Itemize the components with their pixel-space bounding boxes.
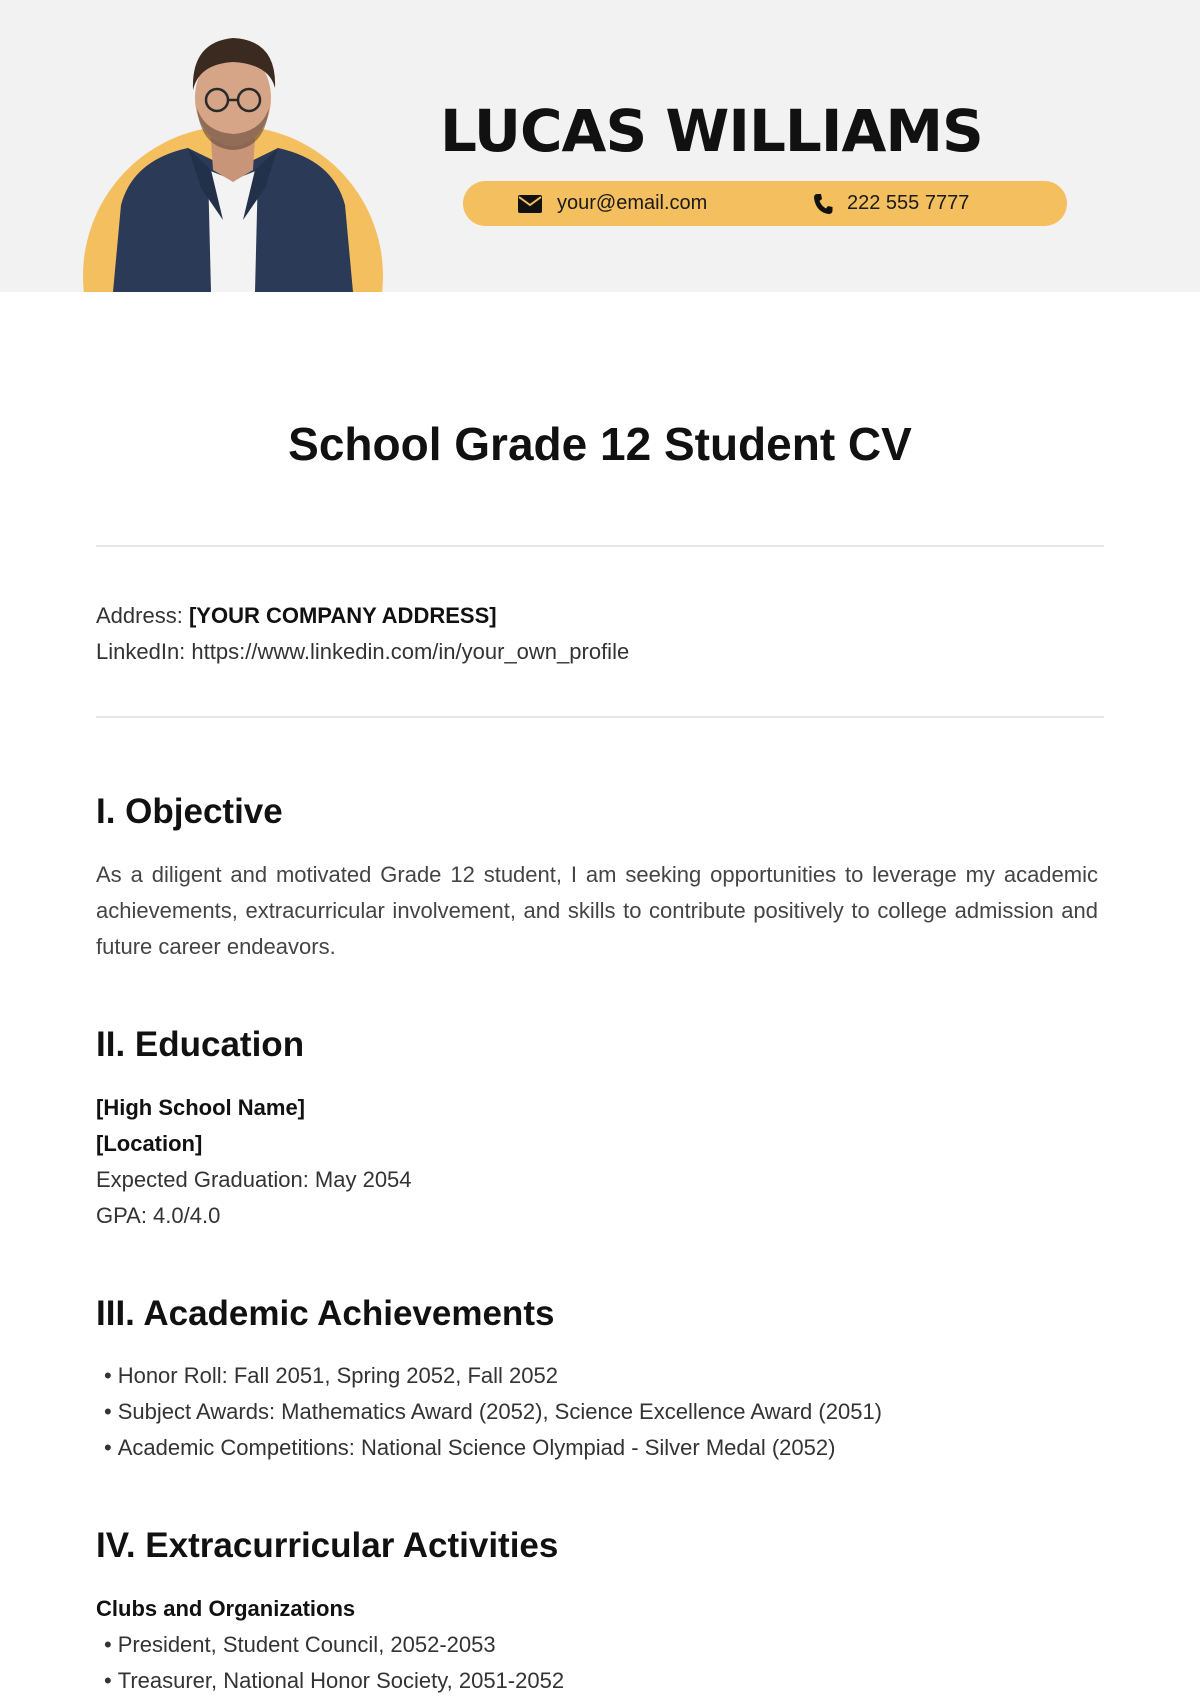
clubs-subheading: Clubs and Organizations — [96, 1596, 356, 1621]
section-heading-education: II. Education — [96, 1025, 305, 1064]
phone-icon — [813, 193, 833, 215]
school-location: [Location] — [96, 1131, 203, 1156]
linkedin-label: LinkedIn: — [96, 639, 186, 664]
list-item: • Subject Awards: Mathematics Award (2052), Science Excellence Award (2051) — [104, 1394, 882, 1430]
graduation-date: Expected Graduation: May 2054 — [96, 1167, 412, 1192]
person-name: LUCAS WILLIAMS — [440, 97, 983, 165]
profile-photo — [83, 20, 383, 292]
address-line — [96, 598, 497, 634]
phone-text: 222 555 7777 — [847, 192, 970, 214]
page-title: School Grade 12 Student CV — [288, 418, 912, 470]
section-heading-objective: I. Objective — [96, 792, 283, 831]
email-text: your@email.com — [557, 192, 708, 214]
list-item: • Honor Roll: Fall 2051, Spring 2052, Fall 2052 — [104, 1358, 882, 1394]
list-item: • Treasurer, National Honor Society, 2051-2052 — [104, 1663, 564, 1699]
list-item: • President, Student Council, 2052-2053 — [104, 1627, 564, 1663]
achievements-list — [104, 1358, 882, 1466]
address-value: [YOUR COMPANY ADDRESS] — [188, 603, 497, 628]
divider — [96, 716, 1104, 718]
section-heading-achievements: III. Academic Achievements — [96, 1294, 555, 1333]
objective-text: As a diligent and motivated Grade 12 student, I am seeking opportunities to leverage my academic achievements, extracurricular involvement, and skills to contribute positively to college admission and future career endeavors. — [96, 862, 1098, 959]
avatar — [83, 20, 383, 292]
school-name: [High School Name] — [96, 1095, 306, 1120]
address-label: Address: — [96, 603, 183, 628]
header-banner — [0, 0, 1200, 292]
gpa: GPA: 4.0/4.0 — [96, 1203, 221, 1228]
clubs-list — [104, 1627, 564, 1699]
divider — [96, 545, 1104, 547]
phone-contact[interactable] — [813, 181, 969, 226]
envelope-icon — [517, 194, 543, 214]
section-heading-extracurricular: IV. Extracurricular Activities — [96, 1526, 559, 1565]
linkedin-line — [96, 634, 629, 670]
email-contact[interactable] — [517, 181, 707, 226]
linkedin-link[interactable]: https://www.linkedin.com/in/your_own_profile — [191, 639, 630, 664]
contact-bar — [463, 181, 1067, 226]
list-item: • Academic Competitions: National Science Olympiad - Silver Medal (2052) — [104, 1430, 882, 1466]
